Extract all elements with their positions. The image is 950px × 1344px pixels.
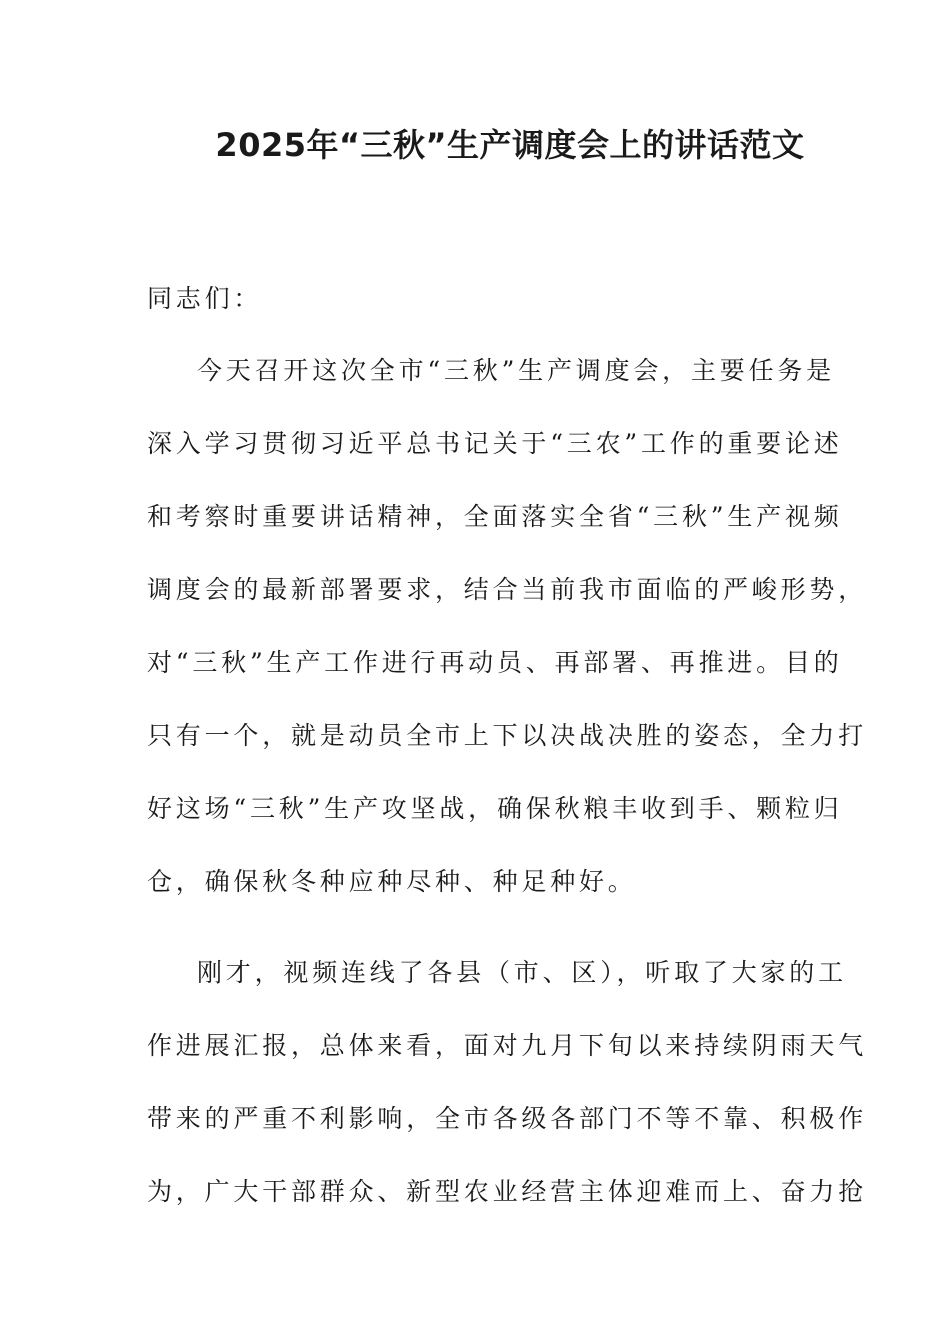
- paragraph-line: 对“三秋”生产工作进行再动员、再部署、再推进。目的: [147, 648, 843, 677]
- paragraph-line: 仓，确保秋冬种应种尽种、种足种好。: [147, 867, 637, 896]
- paragraph-line: 和考察时重要讲话精神，全面落实全省“三秋”生产视频: [147, 502, 843, 531]
- paragraph-line: 为，广大干部群众、新型农业经营主体迎难而上、奋力抢: [147, 1177, 868, 1206]
- paragraph-line: 调度会的最新部署要求，结合当前我市面临的严峻形势，: [147, 575, 868, 604]
- paragraph-line: 好这场“三秋”生产攻坚战，确保秋粮丰收到手、颗粒归: [147, 794, 843, 823]
- paragraph-line: 作进展汇报，总体来看，面对九月下旬以来持续阴雨天气: [147, 1031, 868, 1060]
- paragraph-line: 深入学习贯彻习近平总书记关于“三农”工作的重要论述: [147, 429, 843, 458]
- salutation: 同志们：: [147, 284, 263, 313]
- paragraph-line: 刚才，视频连线了各县（市、区），听取了大家的工: [197, 958, 847, 987]
- paragraph-line: 带来的严重不利影响，全市各级各部门不等不靠、积极作: [147, 1104, 868, 1133]
- paragraph-line: 只有一个，就是动员全市上下以决战决胜的姿态，全力打: [147, 721, 868, 750]
- document-title: 2025年“三秋”生产调度会上的讲话范文: [215, 126, 805, 164]
- paragraph-line: 今天召开这次全市“三秋”生产调度会，主要任务是: [197, 356, 835, 385]
